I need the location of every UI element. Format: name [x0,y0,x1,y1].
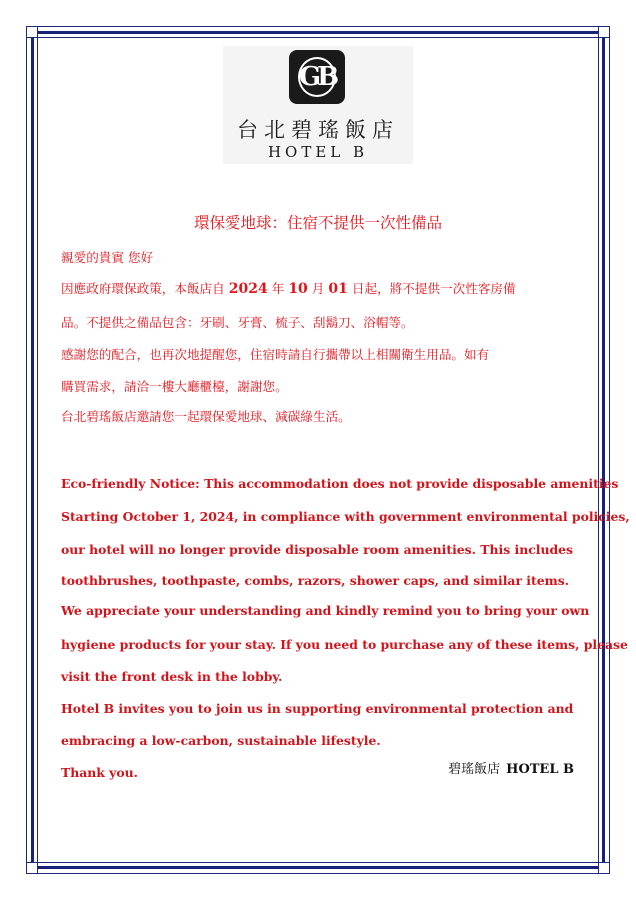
notice-line-zh-2: 品。不提供之備品包含：牙刷、牙膏、梳子、刮鬍刀、浴帽等。 [61,315,414,330]
notice-line-en-7: visit the front desk in the lobby. [61,669,283,684]
border-corner-bottom-left [26,862,38,874]
signature [448,758,574,777]
month-value: 10 [288,281,308,297]
signature-zh: 碧瑤飯店 [448,762,501,777]
year-unit: 年 [267,281,289,296]
line1-pre: 因應政府環保政策，本飯店自 [61,281,229,296]
logo-letters: GB [298,62,336,92]
signature-en: HOTEL B [506,762,574,777]
brand-name-en: HOTEL B [267,143,369,161]
border-corner-top-right [598,26,610,38]
notice-line-en-5: We appreciate your understanding and kindly remind you to bring your own [61,603,590,618]
month-unit: 月 [307,281,329,296]
notice-line-en-10: Thank you. [61,765,138,780]
notice-line-en-9: embracing a low-carbon, sustainable lifestyle. [61,733,381,748]
greeting-zh: 親愛的貴賓 您好 [61,250,154,265]
hotel-logo-icon [289,50,345,104]
notice-line-zh-5: 台北碧瑤飯店邀請您一起環保愛地球、減碳綠生活。 [61,409,351,424]
notice-line-en-2: Starting October 1, 2024, in compliance with government environmental policies, [61,509,630,524]
year-value: 2024 [228,281,268,297]
notice-line-zh-3: 感謝您的配合，也再次地提醒您，住宿時請自行攜帶以上相關衛生用品。如有 [61,347,490,362]
border-corner-top-left [26,26,38,38]
day-value: 01 [328,281,348,297]
notice-line-en-3: our hotel will no longer provide disposable room amenities. This includes [61,542,574,557]
notice-title-zh: 環保愛地球：住宿不提供一次性備品 [193,214,442,232]
brand-name-zh: 台北碧瑤飯店 [237,118,399,142]
notice-line-en-1: Eco-friendly Notice: This accommodation does not provide disposable amenities [61,476,619,491]
notice-line-en-8: Hotel B invites you to join us in supporting environmental protection and [61,701,574,716]
notice-line-en-6: hygiene products for your stay. If you need to purchase any of these items, please [61,637,628,652]
notice-line-zh-4: 購買需求，請洽一樓大廳櫃檯，謝謝您。 [61,379,288,394]
notice-line-en-4: toothbrushes, toothpaste, combs, razors, shower caps, and similar items. [61,573,570,588]
line1-post: 日起，將不提供一次性客房備 [347,281,516,296]
notice-line-zh-1 [61,278,516,297]
border-corner-bottom-right [598,862,610,874]
